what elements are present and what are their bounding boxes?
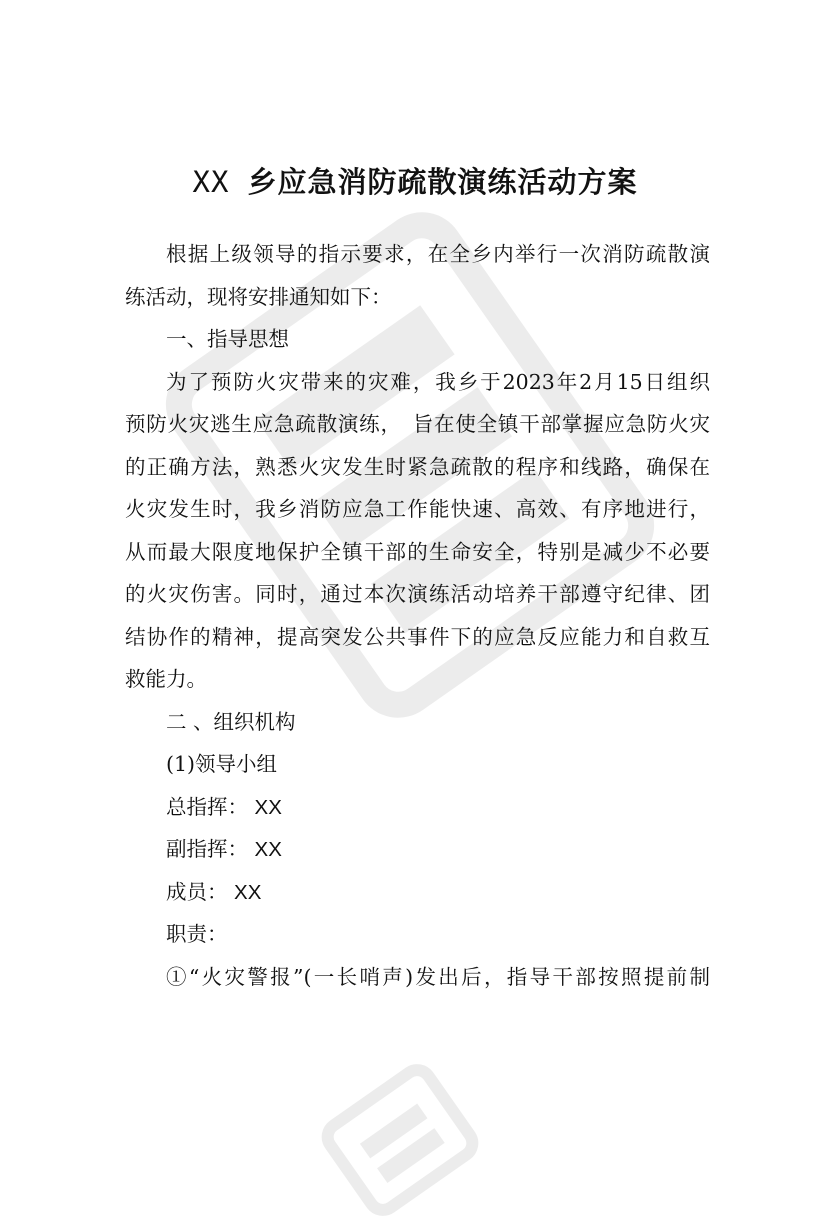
- paragraph-line: 结协作的精神，提高突发公共事件下的应急反应能力和自救互: [125, 624, 710, 649]
- paragraph-line: 的火灾伤害。同时，通过本次演练活动培养干部遵守纪律、团: [125, 582, 710, 606]
- paragraph-line: ①“火灾警报”(一长哨声)发出后，指导干部按照提前制: [166, 964, 710, 989]
- commander-line: [125, 786, 710, 829]
- document-title: [0, 160, 830, 201]
- document-body: [125, 233, 710, 998]
- watermark-logo-bottom: [308, 1051, 492, 1229]
- paragraph-line: 救能力。: [125, 667, 207, 691]
- paragraph-line: 的正确方法，熟悉火灾发生时紧急疏散的程序和线路，确保在: [125, 454, 710, 479]
- members-line: [125, 871, 710, 914]
- duties-label: 职责：: [166, 922, 228, 946]
- subsection-heading: (1)领导小组: [166, 752, 278, 776]
- section-heading: 二 、组织机构: [166, 709, 296, 734]
- paragraph-line: 练活动，现将安排通知如下：: [125, 284, 392, 309]
- deputy-commander-value: XX: [254, 838, 282, 861]
- paragraph-line: 预防火灾逃生应急疏散演练， 旨在使全镇干部掌握应急防火灾: [125, 412, 710, 436]
- paragraph-line: 火灾发生时，我乡消防应急工作能快速、高效、有序地进行，: [125, 497, 710, 521]
- commander-label: 总指挥：: [166, 794, 248, 819]
- members-value: XX: [234, 880, 262, 904]
- title-prefix: XX: [192, 165, 230, 199]
- paragraph-line: 从而最大限度地保护全镇干部的生命安全，特别是减少不必要: [125, 539, 710, 564]
- commander-value: XX: [254, 795, 282, 819]
- deputy-commander-label: 副指挥：: [166, 837, 248, 861]
- members-label: 成员：: [166, 879, 228, 904]
- title-main: 乡应急消防疏散演练活动方案: [247, 165, 638, 199]
- section-heading: 一、指导思想: [166, 327, 289, 351]
- paragraph-line: 为了预防火灾带来的灾难，我乡于2023年2月15日组织: [166, 369, 710, 394]
- paragraph-line: 根据上级领导的指示要求，在全乡内举行一次消防疏散演: [166, 242, 710, 266]
- deputy-commander-line: [125, 828, 710, 871]
